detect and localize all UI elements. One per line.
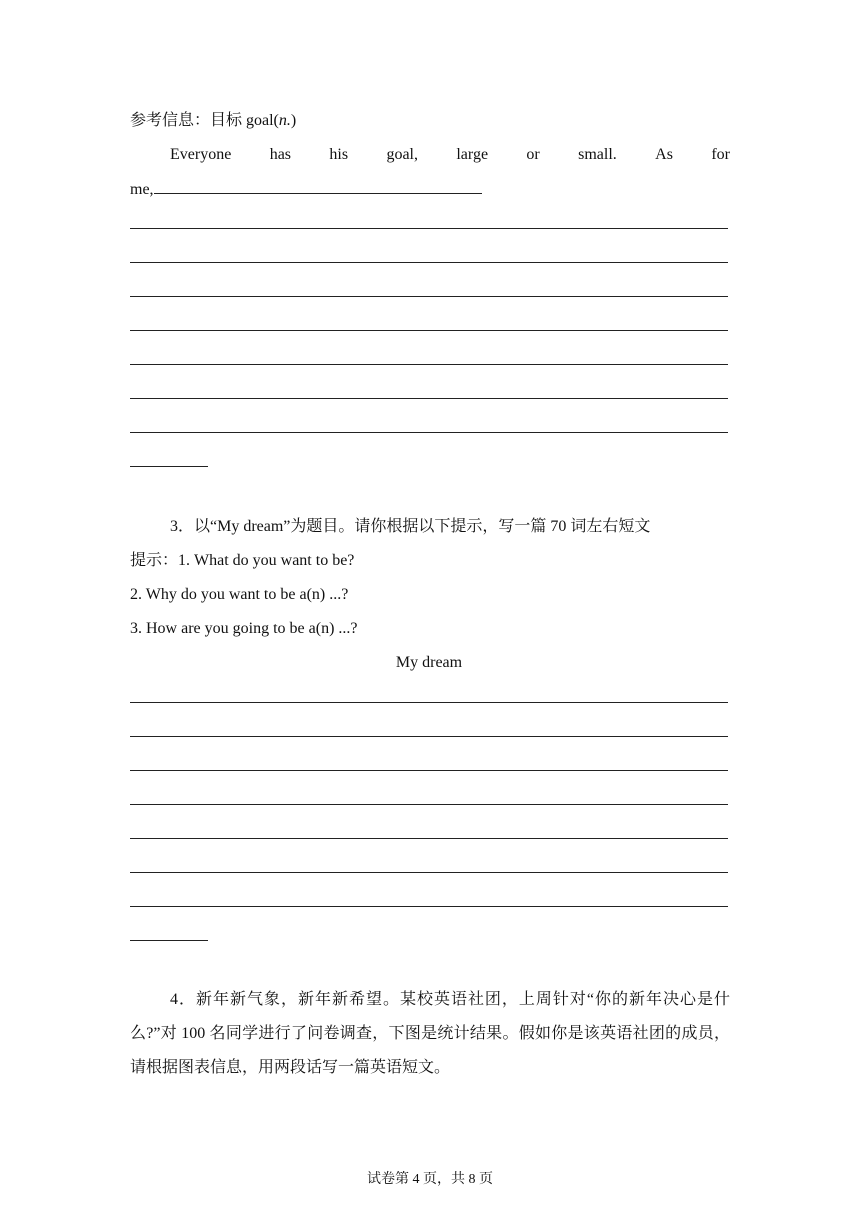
- intro-word: for: [711, 146, 730, 163]
- reference-info: [130, 111, 296, 131]
- intro-word: goal,: [386, 146, 418, 163]
- reference-italic: n.: [278, 112, 291, 129]
- question-3-hint-2: 2. Why do you want to be a(n) ...?: [130, 586, 349, 603]
- answer-line-end[interactable]: [130, 466, 208, 467]
- reference-label: 参考信息：目标 goal(: [130, 112, 279, 129]
- page-footer: 试卷第 4 页，共 8 页: [367, 1172, 493, 1187]
- essay-intro-line: [170, 145, 730, 165]
- question-3-prompt: 3．以“My dream”为题目。请你根据以下提示，写一篇 70 词左右短文: [170, 518, 651, 535]
- intro-word: small.: [578, 146, 617, 163]
- answer-line-end[interactable]: [130, 940, 208, 941]
- intro-word: As: [655, 146, 673, 163]
- intro-word: large: [456, 146, 489, 163]
- answer-line[interactable]: [130, 770, 728, 771]
- intro-word: his: [329, 146, 349, 163]
- answer-line[interactable]: [130, 432, 728, 433]
- answer-line[interactable]: [130, 804, 728, 805]
- answer-line[interactable]: [130, 906, 728, 907]
- answer-line[interactable]: [130, 364, 728, 365]
- essay-title: My dream: [395, 654, 463, 671]
- essay-continuation-line: [130, 179, 482, 200]
- answer-line[interactable]: [130, 296, 728, 297]
- answer-line[interactable]: [130, 872, 728, 873]
- answer-line[interactable]: [130, 262, 728, 263]
- intro-word: Everyone: [170, 146, 232, 163]
- intro-word: has: [269, 146, 292, 163]
- answer-line[interactable]: [130, 330, 728, 331]
- question-4-prompt: 4．新年新气象，新年新希望。某校英语社团，上周针对“你的新年决心是什么?”对 100 名同学进行了问卷调查，下图是统计结果。假如你是该英语社团的成员，请根据图表信息，用两段话写一篇英语短文。: [130, 991, 730, 1076]
- answer-blank[interactable]: [154, 179, 482, 194]
- intro-word: or: [526, 146, 540, 163]
- answer-line[interactable]: [130, 736, 728, 737]
- answer-line[interactable]: [130, 838, 728, 839]
- answer-line[interactable]: [130, 398, 728, 399]
- answer-line[interactable]: [130, 702, 728, 703]
- question-3-hint-1: 提示：1. What do you want to be?: [130, 552, 355, 569]
- answer-line[interactable]: [130, 228, 728, 229]
- question-3-hint-3: 3. How are you going to be a(n) ...?: [130, 620, 358, 637]
- reference-close: ): [290, 112, 297, 129]
- me-prefix: me,: [130, 181, 154, 198]
